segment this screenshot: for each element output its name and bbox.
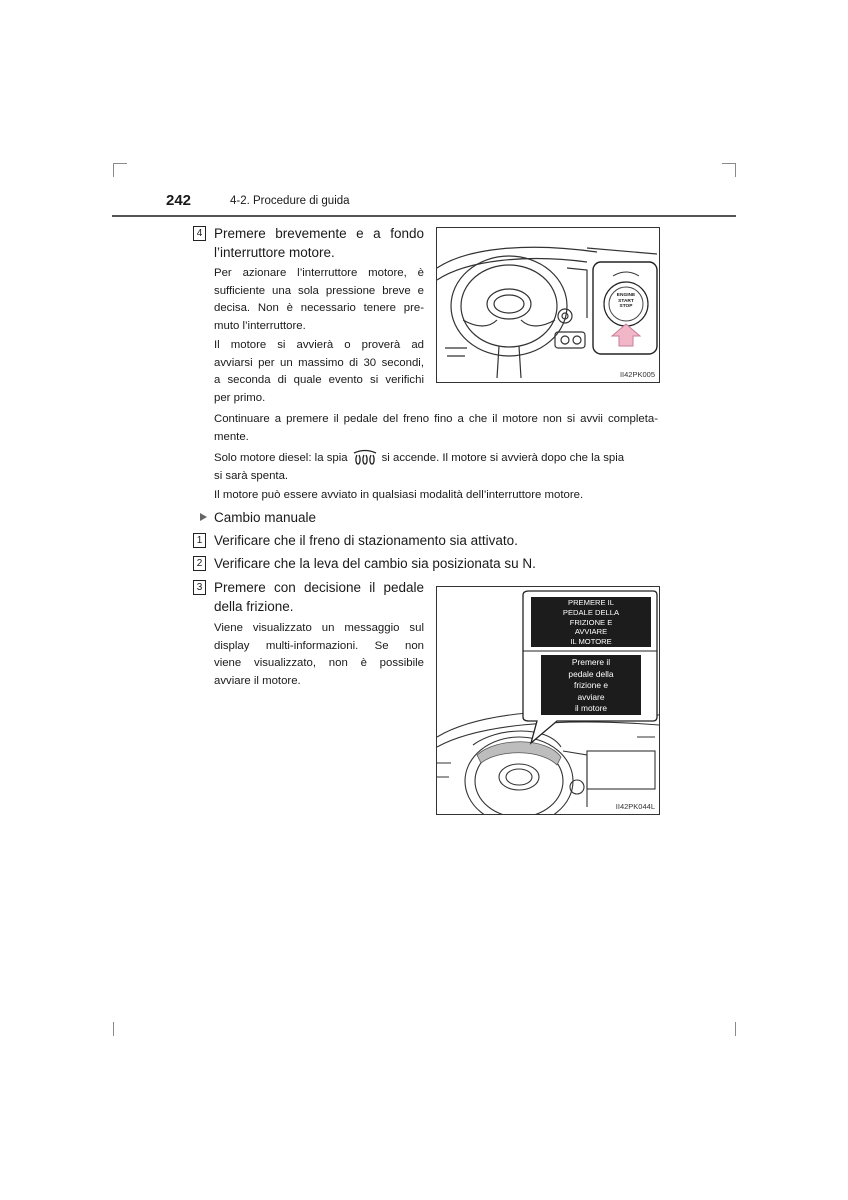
step-number-badge: 1 <box>193 533 206 548</box>
engine-start-stop-button: ENGINE START STOP <box>616 293 636 310</box>
triangle-bullet-icon <box>200 513 207 521</box>
section-title: 4-2. Procedure di guida <box>230 195 350 207</box>
figure-code: II42PK044L <box>615 802 655 811</box>
crop-mark <box>735 163 736 177</box>
engine-switch-illustration <box>436 227 660 383</box>
page-number: 242 <box>166 192 192 209</box>
crop-mark <box>722 163 736 164</box>
crop-mark <box>113 163 114 177</box>
any-mode-paragraph: Il motore può essere avviato in qualsiasi modalità dell’interruttore motore. <box>214 489 584 501</box>
step-paragraph: Viene visualizzato un messaggio sul display multi-informazioni. Se non viene visualizzato, non è possibile avviare il motore. <box>214 622 424 687</box>
figure-code: II42PK005 <box>619 370 655 379</box>
crop-mark <box>735 1022 736 1036</box>
step-number-badge: 3 <box>193 580 206 595</box>
step-heading: Premere brevemente e a fondo l’interruttore motore. <box>214 226 424 260</box>
manual-transmission-title: Cambio manuale <box>214 510 317 525</box>
clutch-message-illustration <box>436 586 660 815</box>
step-paragraph: Per azionare l’interruttore motore, è sufficiente una sola pressione breve e decisa. Non è necessario tenere pre- muto l’interruttore. <box>214 267 424 332</box>
crop-mark <box>113 163 127 164</box>
step-number-badge: 4 <box>193 226 206 241</box>
brake-paragraph: Continuare a premere il pedale del freno fino a che il motore non si avvii completa- mente. <box>214 413 658 443</box>
step-text: Verificare che la leva del cambio sia posizionata su N. <box>214 556 536 571</box>
display-message-uppercase: PREMERE IL PEDALE DELLA FRIZIONE E AVVIARE IL MOTORE <box>562 598 620 647</box>
display-message-lowercase: Premere il pedale della frizione e avviare il motore <box>568 657 614 714</box>
crop-mark <box>113 1022 114 1036</box>
step-heading: Premere con decisione il pedale della frizione. <box>214 580 424 614</box>
glow-plug-indicator-icon <box>352 449 378 467</box>
step-paragraph: Il motore si avvierà o proverà ad avviarsi per un massimo di 30 secondi, a seconda di quale evento si verifichi per primo. <box>214 339 424 404</box>
header-rule <box>112 215 736 217</box>
step-text: Verificare che il freno di stazionamento sia attivato. <box>214 533 518 548</box>
diesel-paragraph: Solo motore diesel: la spia si accende. Il motore si avvierà dopo che la spia si sarà spenta. <box>214 449 658 485</box>
step-number-badge: 2 <box>193 556 206 571</box>
